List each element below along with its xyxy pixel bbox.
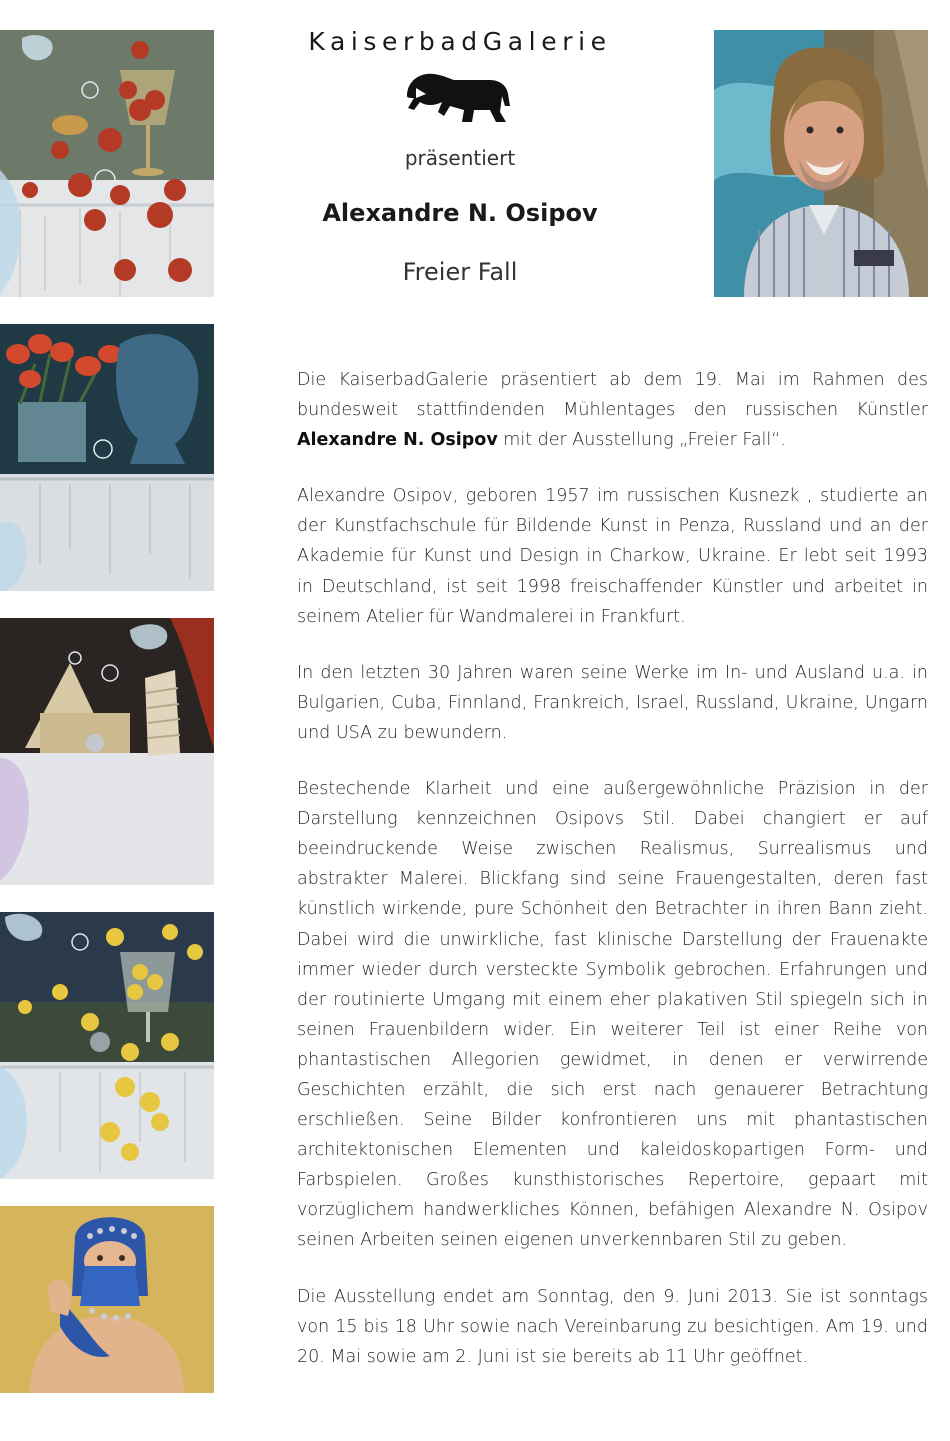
painting-tulips-bust bbox=[0, 324, 214, 591]
body-text bbox=[297, 365, 928, 1398]
painting-pomegranates bbox=[0, 30, 214, 297]
presents-label: präsentiert bbox=[404, 146, 516, 170]
painting-veiled-woman bbox=[0, 1206, 214, 1393]
exhibitions-paragraph: In den letzten 30 Jahren waren seine Werke im In- und Ausland u.a. in Bulgarien, Cuba, Finnland, Frankreich, Israel, Russland, Ukraine, Ungarn und USA zu bewundern. bbox=[297, 662, 928, 743]
biography-paragraph: Alexandre Osipov, geboren 1957 im russischen Kusnezk , studierte an der Kunstfachschule für Bildende Kunst in Penza, Russland und an der Akademie für Kunst und Design in Charkow, Ukraine. Er lebt seit 1993 in Deutschland, ist seit 1998 freischaffender Künstler und arbeitet in seinem Atelier für Wandmalerei in Frankfurt. bbox=[297, 486, 928, 627]
artist-portrait-photo bbox=[714, 30, 928, 297]
painting-lemons-glass bbox=[0, 912, 214, 1179]
exhibition-title: Freier Fall bbox=[402, 258, 518, 286]
lion-logo-icon bbox=[402, 66, 512, 128]
painting-pyramid-tower bbox=[0, 618, 214, 885]
artist-name: Alexandre N. Osipov bbox=[322, 199, 598, 227]
gallery-name: KaiserbadGalerie bbox=[308, 27, 612, 56]
artist-name-bold: Alexandre N. Osipov bbox=[297, 430, 498, 451]
intro-paragraph: Die KaiserbadGalerie präsentiert ab dem 19. Mai im Rahmen des bundesweit stattfindenden Mühlentages den russischen Künstler Alexandre N. Osipov mit der Ausstellung „Freier Fall“. bbox=[297, 370, 928, 451]
style-paragraph: Bestechende Klarheit und eine außergewöhnliche Präzision in der Darstellung kennzeichnen Osipovs Stil. Dabei changiert er auf beeindruckende Weise zwischen Realismus, Surrealismus und abstrakter Malerei. Blickfang sind seine Frauengestalten, deren fast künstlich wirkende, pure Schönheit den Betrachter in ihren Bann zieht. Dabei wird die unwirkliche, fast klinische Darstellung der Frauenakte immer wieder durch versteckte Symbolik gebrochen. Erfahrungen und der routinierte Umgang mit einem eher plakativen Stil spiegeln sich in seinen Frauenbildern wider. Ein weiterer Teil ist einer Reihe von phantastischen Allegorien gewidmet, in denen er verwirrende Geschichten erzählt, die sich erst nach genauerer Betrachtung erschließen. Seine Bilder konfrontieren uns mit phantastischen architektonischen Elementen und kaleidoskopartigen Form- und Farbspielen. Großes kunsthistorisches Repertoire, gepaart mit vorzüglichem handwerkliches Können, befähigen Alexandre N. Osipov seinen Arbeiten seinen eigenen unverkennbaren Stil zu geben. bbox=[297, 779, 928, 1251]
opening-hours-paragraph: Die Ausstellung endet am Sonntag, den 9. Juni 2013. Sie ist sonntags von 15 bis 18 Uhr sowie nach Vereinbarung zu besichtigen. Am 19. und 20. Mai sowie am 2. Juni ist sie bereits ab 11 Uhr geöffnet. bbox=[297, 1286, 928, 1367]
